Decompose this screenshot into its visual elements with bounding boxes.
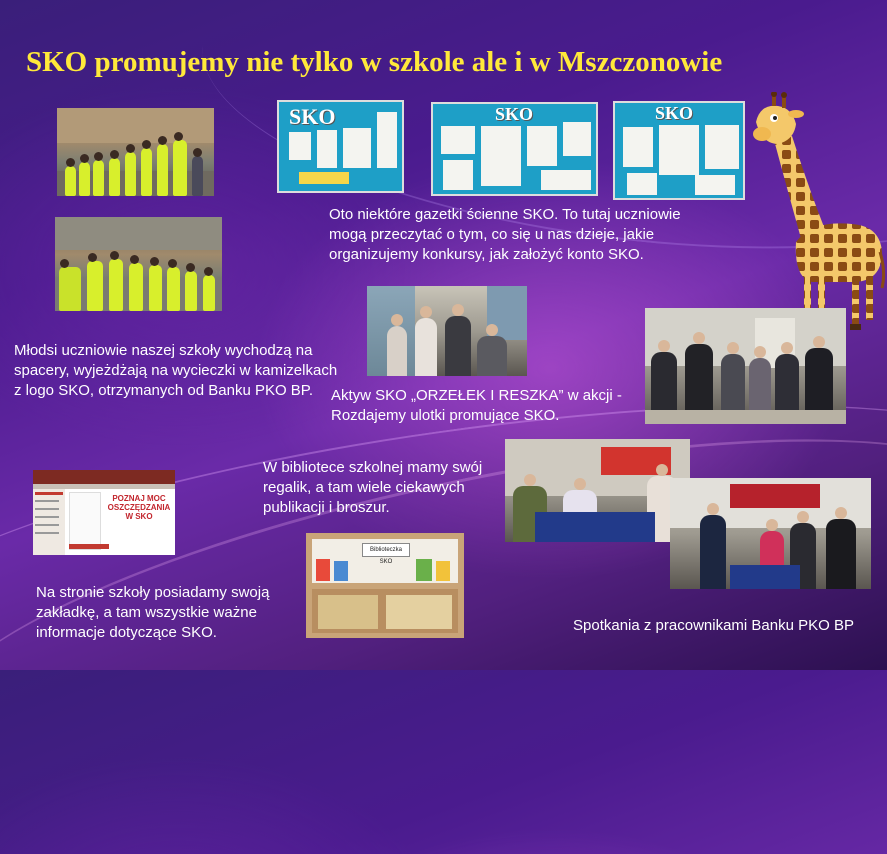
photo-kids-walk-1 [57, 108, 214, 196]
caption-strona: Na stronie szkoły posiadamy swoją zakładkę, a tam wszystkie ważne informacje dotyczące SKO. [36, 584, 270, 641]
caption-biblioteka: W bibliotece szkolnej mamy swój regalik, a tam wiele ciekawych publikacji i broszur. [263, 459, 483, 516]
photo-gazetka-2: SKO [431, 102, 598, 196]
website-banner: POZNAJ MOC OSZCZĘDZANIA W SKO [107, 494, 171, 521]
photo-kids-walk-2 [55, 217, 222, 311]
photo-gazetka-3: SKO [613, 101, 745, 200]
photo-bank-stoisko-2 [670, 478, 871, 589]
photo-bank-stoisko-1 [505, 439, 690, 542]
photo-aktyw-ulotki [367, 286, 527, 376]
caption-spotkania: Spotkania z pracownikami Banku PKO BP [573, 617, 854, 634]
caption-gazetki: Oto niektóre gazetki ścienne SKO. To tutaj uczniowie mogą przeczytać o tym, co się u nas dzieje, jakie organizujemy konkursy, jak założyć konto SKO. [329, 206, 681, 263]
slide-title: SKO promujemy nie tylko w szkole ale i w Mszczonowie [26, 46, 723, 78]
caption-aktyw: Aktyw SKO „ORZEŁEK I RESZKA” w akcji - Rozdajemy ulotki promujące SKO. [331, 387, 622, 424]
shelf-label: Biblioteczka SKO [362, 543, 410, 557]
photo-strona-szkoly [33, 470, 175, 555]
photo-gazetka-1: SKO [277, 100, 404, 193]
photo-spotkanie-hol [645, 308, 846, 424]
caption-spacery: Młodsi uczniowie naszej szkoły wychodzą na spacery, wyjeżdżają na wycieczki w kamizelkach z logo SKO, otrzymanych od Banku PKO BP. [14, 342, 338, 399]
giraffe-icon [752, 92, 886, 332]
photo-regalik-biblioteka [306, 533, 464, 638]
